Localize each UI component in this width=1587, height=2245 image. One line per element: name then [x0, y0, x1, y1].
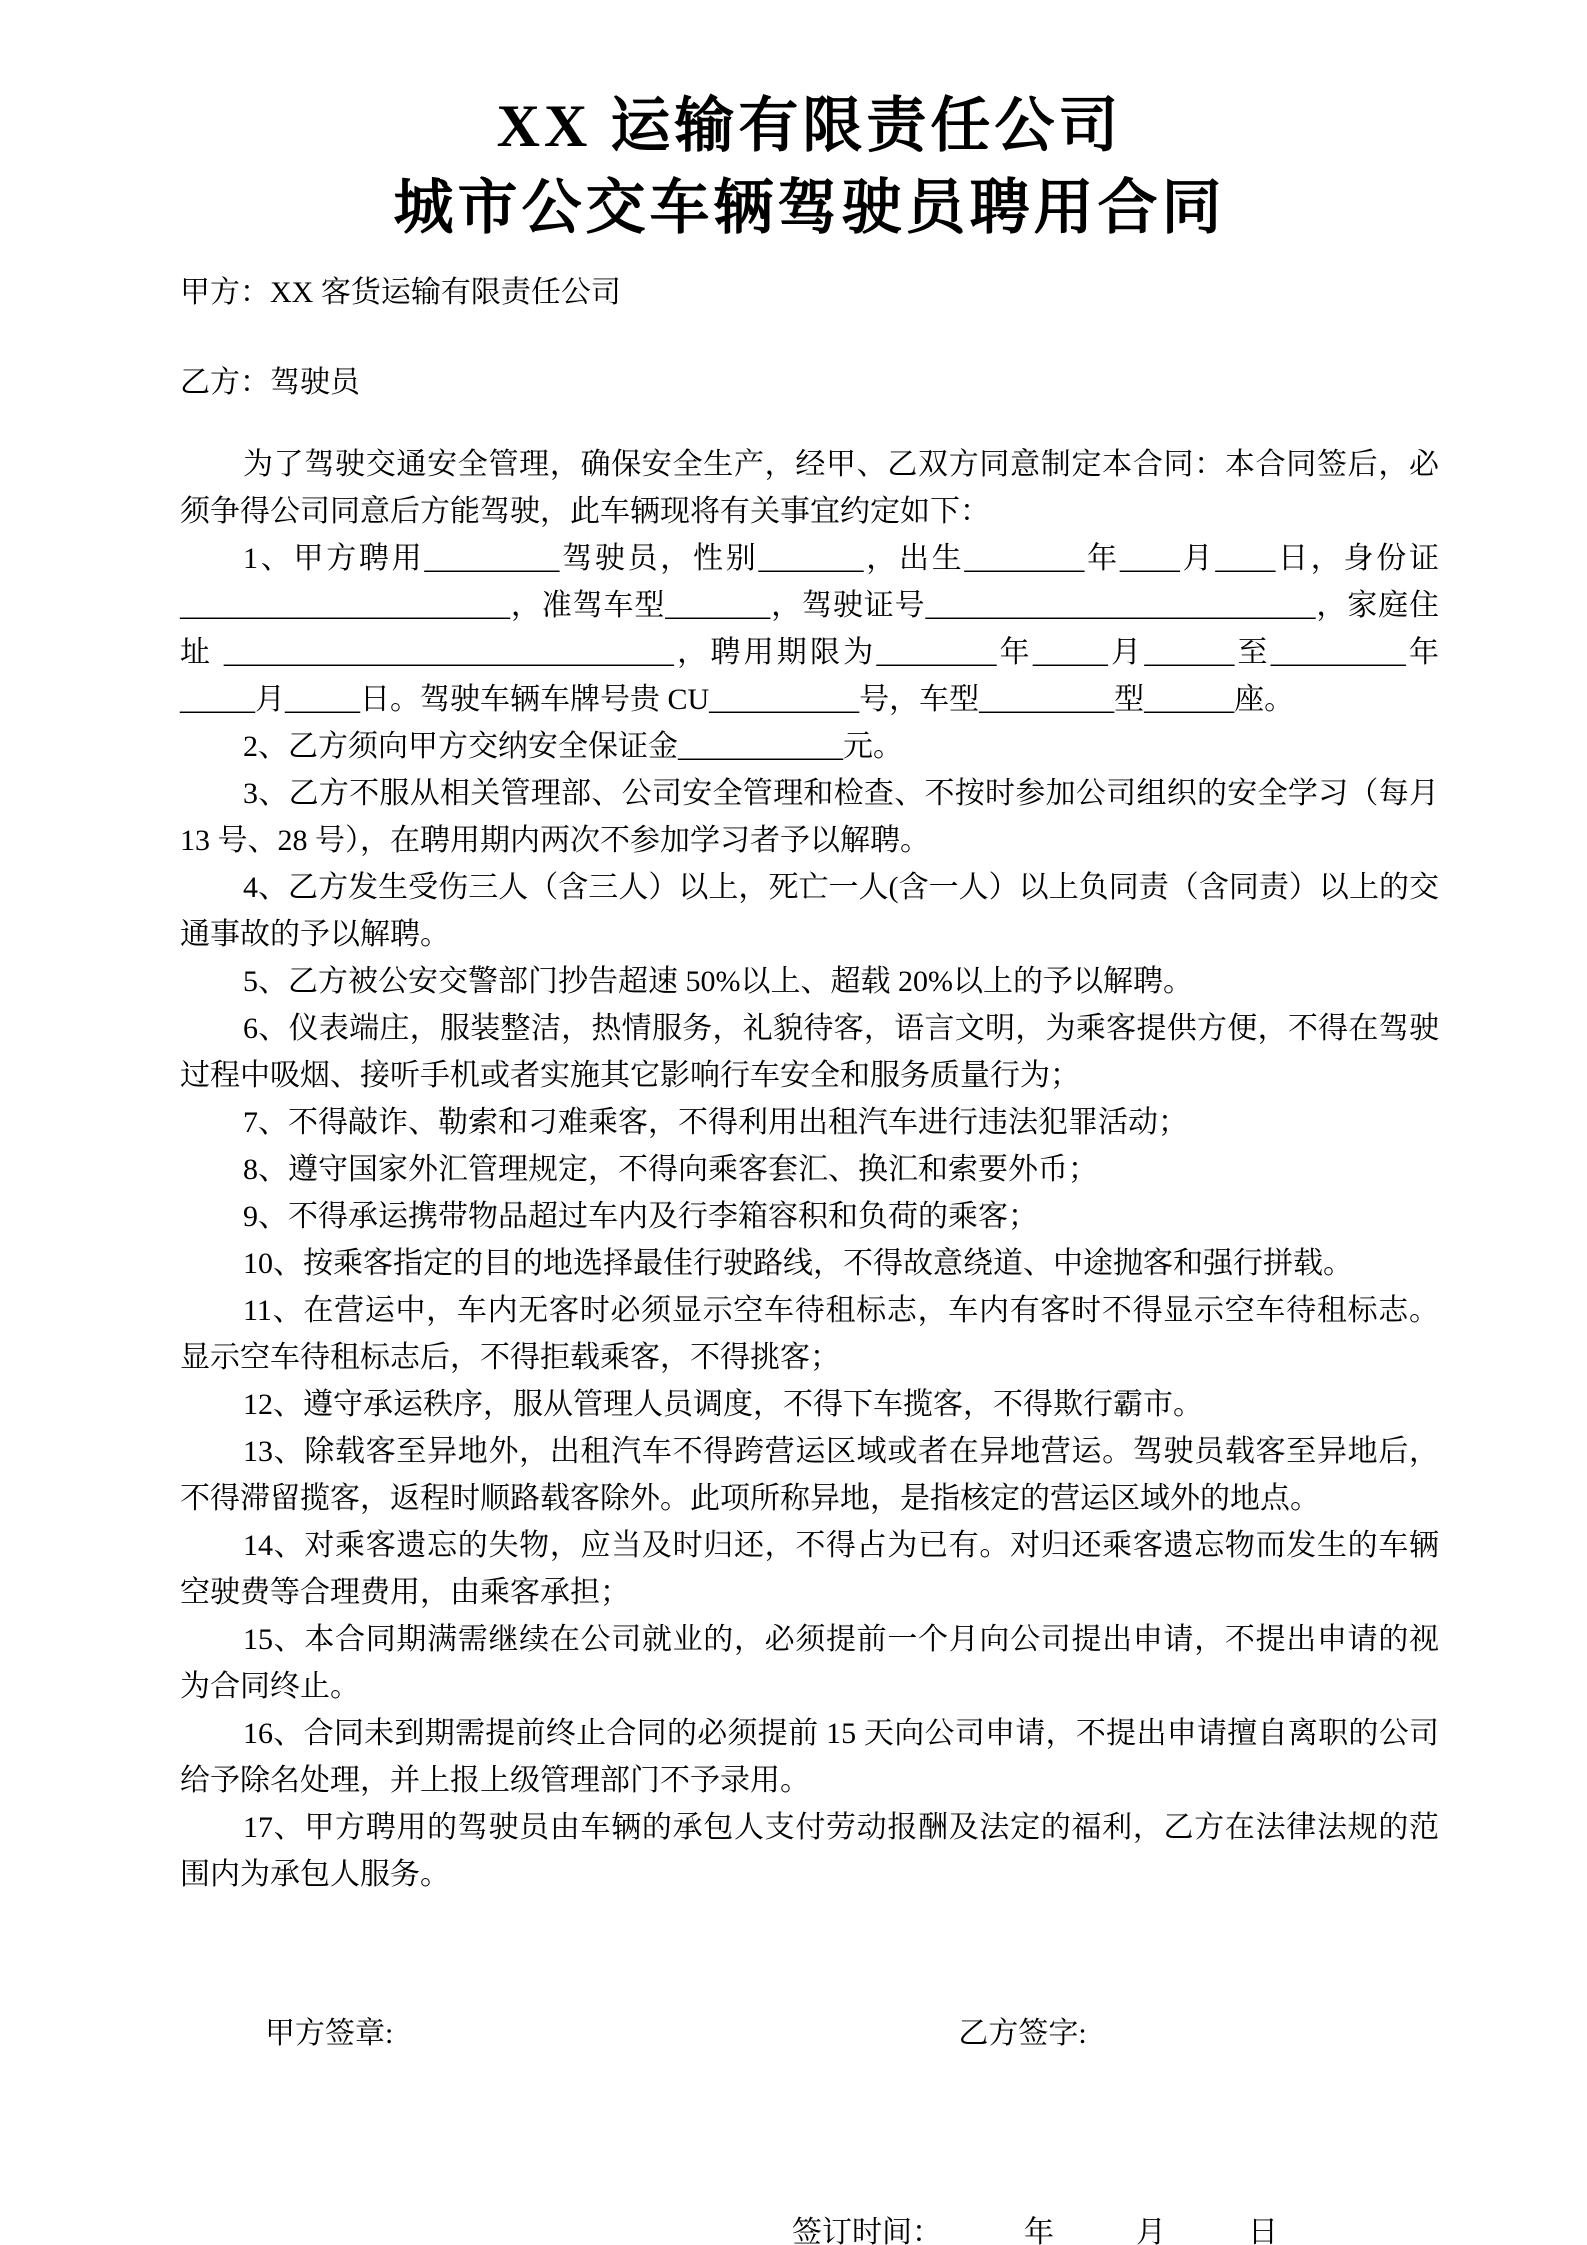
clause-item: 1、甲方聘用_________驾驶员，性别_______，出生________年____月____日，身份证______________________，准驾车型_______，驾驶证号__________________________，家庭住址 ______________________________，聘用期限为________年_____月______至_________年_____月_____日。驾驶车辆车牌号贵 CU__________号，车型_________型______座。 — [180, 542, 1439, 716]
signing-year-label: 年 — [1024, 2216, 1054, 2245]
clause-item: 10、按乘客指定的目的地选择最佳行驶路线，不得故意绕道、中途抛客和强行拼载。 — [243, 1247, 1353, 1280]
clause-item: 5、乙方被公安交警部门抄告超速 50%以上、超载 20%以上的予以解聘。 — [243, 965, 1193, 998]
clause-item: 6、仪表端庄，服装整洁，热情服务，礼貌待客，语言文明，为乘客提供方便，不得在驾驶过程中吸烟、接听手机或者实施其它影响行车安全和服务质量行为； — [180, 1012, 1439, 1092]
clause-item: 17、甲方聘用的驾驶员由车辆的承包人支付劳动报酬及法定的福利，乙方在法律法规的范围内为承包人服务。 — [180, 1811, 1439, 1891]
clause-item: 7、不得敲诈、勒索和刁难乘客，不得利用出租汽车进行违法犯罪活动； — [243, 1106, 1188, 1139]
signature-row — [180, 2010, 1439, 2057]
clause-item: 4、乙方发生受伤三人（含三人）以上，死亡一人(含一人）以上负同责（含同责）以上的交通事故的予以解聘。 — [180, 871, 1439, 951]
clause-item: 8、遵守国家外汇管理规定，不得向乘客套汇、换汇和索要外币； — [243, 1153, 1098, 1186]
party-a-signature-label: 甲方签章: — [265, 2017, 394, 2050]
signing-date-row — [180, 2209, 1439, 2245]
clause-item: 16、合同未到期需提前终止合同的必须提前 15 天向公司申请，不提出申请擅自离职的公司给予除名处理，并上报上级管理部门不予录用。 — [180, 1717, 1439, 1797]
doc-title-line2: 城市公交车辆驾驶员聘用合同 — [393, 175, 1226, 241]
clause-item: 3、乙方不服从相关管理部、公司安全管理和检查、不按时参加公司组织的安全学习（每月 13 号、28 号），在聘用期内两次不参加学习者予以解聘。 — [180, 777, 1439, 857]
intro-paragraph: 为了驾驶交通安全管理，确保安全生产，经甲、乙双方同意制定本合同：本合同签后，必须争得公司同意后方能驾驶，此车辆现将有关事宜约定如下： — [180, 448, 1439, 528]
party-a-line: 甲方：XX 客货运输有限责任公司 — [180, 276, 621, 309]
party-b-line: 乙方：驾驶员 — [180, 366, 360, 399]
clause-list — [180, 535, 1439, 1898]
clause-item: 13、除载客至异地外，出租汽车不得跨营运区域或者在异地营运。驾驶员载客至异地后，不得滞留揽客，返程时顺路载客除外。此项所称异地，是指核定的营运区域外的地点。 — [180, 1435, 1439, 1515]
clause-item: 11、在营运中，车内无客时必须显示空车待租标志，车内有客时不得显示空车待租标志。显示空车待租标志后，不得拒载乘客，不得挑客； — [180, 1294, 1439, 1374]
clause-item: 15、本合同期满需继续在公司就业的，必须提前一个月向公司提出申请，不提出申请的视为合同终止。 — [180, 1623, 1439, 1703]
signing-month-label: 月 — [1136, 2216, 1166, 2245]
clause-item: 12、遵守承运秩序，服从管理人员调度，不得下车揽客，不得欺行霸市。 — [243, 1388, 1203, 1421]
clause-item: 14、对乘客遗忘的失物，应当及时归还，不得占为已有。对归还乘客遗忘物而发生的车辆空驶费等合理费用，由乘客承担； — [180, 1529, 1439, 1609]
signing-day-label: 日 — [1248, 2216, 1278, 2245]
party-b-signature-label: 乙方签字: — [958, 2017, 1087, 2050]
clause-item: 2、乙方须向甲方交纳安全保证金___________元。 — [243, 730, 903, 763]
clause-item: 9、不得承运携带物品超过车内及行李箱容积和负荷的乘客； — [243, 1200, 1038, 1233]
signing-date-label: 签订时间： — [792, 2216, 942, 2245]
doc-title-line1: XX 运输有限责任公司 — [496, 93, 1123, 159]
